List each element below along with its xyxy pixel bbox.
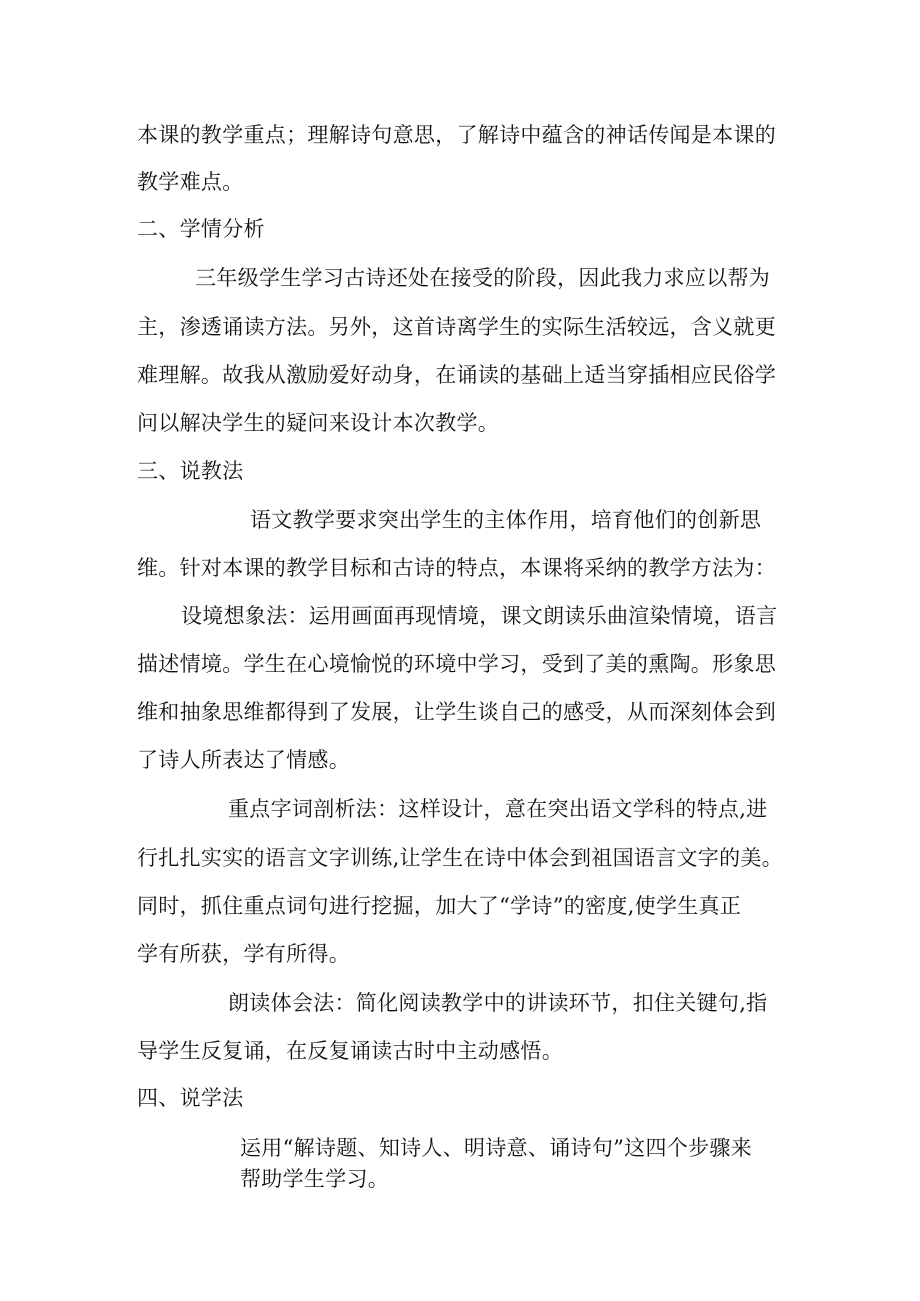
paragraph-line: 描述情境。学生在心境愉悦的环境中学习，受到了美的熏陶。形象思 <box>137 652 776 676</box>
paragraph-line: 帮助学生学习。 <box>240 1167 390 1191</box>
paragraph-line: 运用“解诗题、知诗人、明诗意、诵诗句”这四个步骤来 <box>240 1136 752 1160</box>
paragraph-line: 了诗人所表达了情感。 <box>137 748 350 772</box>
section-heading: 二、学情分析 <box>137 217 265 241</box>
paragraph-line: 主，渗透诵读方法。另外，这首诗离学生的实际生活较远，含义就更 <box>137 315 776 339</box>
section-heading: 四、说学法 <box>137 1086 244 1110</box>
paragraph-line: 三年级学生学习古诗还处在接受的阶段，因此我力求应以帮为 <box>195 266 771 290</box>
paragraph-line: 难理解。故我从激励爱好动身，在诵读的基础上适当穿插相应民俗学 <box>137 363 776 387</box>
paragraph-line: 维。针对本课的教学目标和古诗的特点，本课将采纳的教学方法为： <box>137 556 776 580</box>
paragraph-line: 本课的教学重点；理解诗句意思，了解诗中蕴含的神话传闻是本课的 <box>137 123 776 147</box>
paragraph-line: 导学生反复诵，在反复诵读古时中主动感悟。 <box>137 1039 563 1063</box>
paragraph-line: 问以解决学生的疑问来设计本次教学。 <box>137 411 500 435</box>
paragraph-line: 学有所获，学有所得。 <box>137 942 350 966</box>
paragraph-line: 维和抽象思维都得到了发展，让学生谈自己的感受，从而深刻体会到 <box>137 700 776 724</box>
paragraph-line: 教学难点。 <box>137 170 244 194</box>
paragraph-line: 重点字词剖析法：这样设计，意在突出语文学科的特点,进 <box>228 797 768 821</box>
paragraph-line: 语文教学要求突出学生的主体作用，培育他们的创新思 <box>250 508 762 532</box>
paragraph-line: 行扎扎实实的语言文字训练,让学生在诗中体会到祖国语言文字的美。 <box>137 846 783 870</box>
paragraph-line: 朗读体会法：简化阅读教学中的讲读环节，扣住关键句,指 <box>228 991 768 1015</box>
section-heading: 三、说教法 <box>137 459 244 483</box>
paragraph-line: 设境想象法：运用画面再现情境，课文朗读乐曲渲染情境，语言 <box>181 604 778 628</box>
paragraph-line: 同时，抓住重点词句进行挖掘，加大了“学诗”的密度,使学生真正 <box>137 894 742 918</box>
